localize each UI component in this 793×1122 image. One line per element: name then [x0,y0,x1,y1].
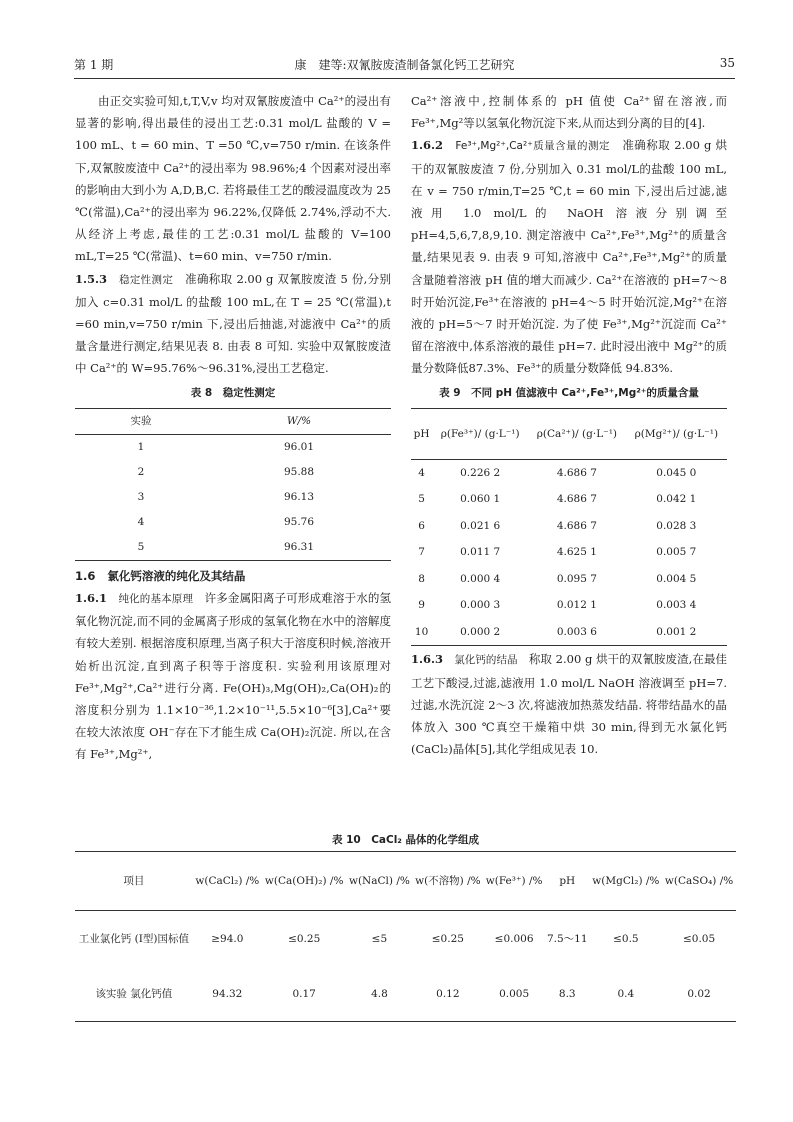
table-cell: ≥94.0 [211,932,244,945]
table-header-row [75,852,736,911]
table-cell: 0.005 [483,966,545,1022]
header-cell: w(不溶物) /% [412,852,483,911]
section-title: Fe³⁺,Mg²⁺,Ca²⁺质量含量的测定 [455,140,610,153]
table-row [411,513,727,540]
section-number: 1.5.3 [75,271,108,286]
section-text: 准确称取 2.00 g 双氰胺废渣 5 份,分别加入 c=0.31 mol/L 的盐酸 100 mL,在 T = 25 ℃(常温),t =60 min,v=750 r/min 下,浸出后抽滤,对滤液中 Ca²⁺的质量含量进行测定,结果见表 8. 由表 8 可知. 实验中双氰胺废渣中 Ca²⁺的 W=95.76%～96.31%,浸出工艺稳定. [75,271,392,376]
table-cell: 10 [411,619,432,646]
section-title: 氯化钙溶液的纯化及其结晶 [107,568,246,583]
table-header-row [411,408,727,459]
table-cell: 0.17 [262,966,346,1022]
left-column [75,90,391,766]
section-1-6-1 [75,587,391,766]
section-number: 1.6.3 [411,652,444,667]
table-cell: 0.12 [412,966,483,1022]
table-cell: 0.003 4 [656,599,697,612]
section-text: 称取 2.00 g 烘干的双氰胺废渣,在最佳工艺下酸浸,过滤,滤液用 1.0 mol/L NaOH 溶液调至 pH=7. 过滤,水洗沉淀 2～3 次,将滤液加热蒸发结晶. 将带结晶水的晶体放入 300 ℃真空干燥箱中烘 30 min,得到无水氯化钙(CaCl₂)晶体[5],其化学组成见表 10. [411,652,728,757]
table-cell: 2 [137,466,145,479]
header-cell: w(CaSO₄) /% [662,852,736,911]
right-column [411,90,727,760]
table-cell: 95.76 [283,516,315,529]
section-title: 稳定性测定 [118,273,174,286]
table-8-caption: 表 8 稳定性测定 [190,386,276,399]
page-number: 35 [719,56,735,70]
table-row [75,434,391,460]
table-cell: ≤0.006 [494,932,534,945]
table-cell: 0.042 1 [656,493,697,506]
table-cell: 0.028 3 [656,519,697,532]
table-10 [75,851,736,1022]
section-text: 准确称取 2.00 g 烘干的双氰胺废渣 7 份,分别加入 0.31 mol/L的盐酸 100 mL,在 v = 750 r/min,T=25 ℃,t = 60 min 下,浸出后过滤,滤液用 1.0 mol/L的 NaOH 溶液分别调至 pH=4,5,6,7,8,9,10. 测定溶液中 Ca²⁺,Fe³⁺,Mg²⁺的质量含量,结果见表 9. 由表 9 可知,溶液中 Ca²⁺,Fe³⁺,Mg²⁺的质量含量随着溶液 pH 值的增大而减少. Ca²⁺在溶液的 pH=7～8 时开始沉淀,Fe³⁺在溶液的 pH=4～5 时开始沉淀,Mg²⁺在溶液的 pH=5～7 时开始沉淀. 为了使 Fe³⁺,Mg²⁺沉淀而 Ca²⁺留在溶液中,体系溶液的最佳 pH=7. 此时浸出液中 Mg²⁺的质量分数降低87.3%、Fe³⁺的质量分数降低 94.83%. [411,138,728,376]
table-row [411,539,727,566]
table-cell: 该实验 氯化钙值 [75,966,193,1022]
table-cell: 4.8 [346,966,412,1022]
table-cell: 0.011 7 [460,546,501,559]
table-cell: 5 [75,535,207,561]
section-number: 1.6.2 [411,138,444,153]
header-cell: W/% [207,408,391,434]
table-cell: 8 [418,572,425,585]
table-row [75,485,391,510]
table-cell: 0.012 1 [556,599,597,612]
table-row [411,486,727,513]
table-10-caption: 表 10 CaCl₂ 晶体的化学组成 [331,834,480,846]
table-cell: 0.005 7 [656,546,697,559]
section-title: 纯化的基本原理 [118,593,194,606]
table-cell: ≤0.05 [682,932,716,945]
table-cell: 0.095 7 [556,572,597,585]
header-cell: pH [545,852,590,911]
section-1-6-2 [411,134,727,379]
table-cell: 4.686 7 [556,493,597,506]
table-cell: 0.045 0 [656,466,697,479]
table-cell: 4 [418,466,425,479]
paragraph-continued: Ca²⁺溶液中,控制体系的 pH 值使 Ca²⁺留在溶液,而 Fe³⁺,Mg²等以氢氧化物沉淀下来,从而达到分离的目的[4]. [411,94,727,131]
table-9 [411,408,727,647]
table-cell: 95.88 [283,466,315,479]
section-text: 许多金属阳离子可形成难溶于水的氢氧化物沉淀,而不同的金属离子形成的氢氧化物在水中的溶解度有较大差别. 根据溶度积原理,当离子积大于溶度积时候,溶液开始析出沉淀,直到离子积等于溶度积. 实验利用该原理对 Fe³⁺,Mg²⁺,Ca²⁺进行分离. Fe(OH)₃,Mg(OH)₂,Ca(OH)₂的溶度积分别为 1.1×10⁻³⁶,1.2×10⁻¹¹,5.5×10⁻⁶[3],Ca²⁺要在较大浓浓度 OH⁻存在下才能生成 Ca(OH)₂沉淀. 所以,在含有 Fe³⁺,Mg²⁺, [75,591,392,762]
table-row [75,535,391,561]
table-9-caption: 表 9 不同 pH 值滤液中 Ca²⁺,Fe³⁺,Mg²⁺的质量含量 [439,386,699,399]
table-cell: 0.001 2 [626,619,727,646]
header-cell: w(Ca(OH)₂) /% [262,852,346,911]
table-row [411,619,727,646]
section-number: 1.6 [75,568,96,583]
table-cell: 96.13 [283,491,315,504]
section-1-6-3 [411,648,727,760]
section-1-6 [75,565,391,587]
table-cell: 8.3 [545,966,590,1022]
table-cell: 4 [137,516,145,529]
header-cell: pH [411,408,432,459]
table-cell: 94.32 [193,966,262,1022]
header-cell: 项目 [75,852,193,911]
header-cell: w(MgCl₂) /% [590,852,663,911]
table-cell: 0.4 [590,966,663,1022]
table-cell: 3 [137,491,145,504]
table-cell: 6 [418,519,425,532]
table-cell: 0.004 5 [656,572,697,585]
table-cell: ≤5 [371,932,388,945]
table-cell: 7.5～11 [546,932,588,945]
table-cell: 7 [418,546,425,559]
header-cell: ρ(Fe³⁺)/ (g·L⁻¹) [432,408,528,459]
table-cell: 0.226 2 [460,466,501,479]
table-8 [75,408,391,561]
table-cell: 0.003 6 [528,619,626,646]
table-row [75,966,736,1022]
section-title: 氯化钙的结晶 [454,654,518,667]
table-row [411,566,727,593]
table-cell: 0.000 4 [460,572,501,585]
table-header-row [75,408,391,434]
table-cell: 4.686 7 [556,466,597,479]
header-cell: w(NaCl) /% [346,852,412,911]
table-cell: 0.021 6 [460,519,501,532]
table-row [75,911,736,967]
table-10-block [75,830,736,1022]
header-cell: w(CaCl₂) /% [193,852,262,911]
paragraph-orthogonal-result: 由正交实验可知,t,T,V,v 均对双氰胺废渣中 Ca²⁺的浸出有显著的影响,得出最佳的浸出工艺:0.31 mol/L 盐酸的 V = 100 mL、t = 60 min、T =50 ℃,v=750 r/min. 在该条件下,双氰胺废渣中 Ca²⁺的浸出率为 98.96%;4 个因素对浸出率的影响由大到小为 A,D,B,C. 若将最佳工艺的酸浸温度改为 25 ℃(常温),Ca²⁺的浸出率为 96.22%,仅降低 2.74%,浮动不大. 从经济上考虑,最佳的工艺:0.31 mol/L 盐酸的 V=100 mL,T=25 ℃(常温)、t=60 min、v=750 r/min. [75,94,391,264]
table-cell: 0.060 1 [460,493,501,506]
header-cell: ρ(Mg²⁺)/ (g·L⁻¹) [626,408,727,459]
table-cell: ≤0.25 [431,932,464,945]
section-1-5-3 [75,268,391,380]
running-title: 康 建等:双氰胺废渣制备氯化钙工艺研究 [294,58,515,72]
table-cell: 9 [418,599,425,612]
table-cell: 96.01 [283,441,315,454]
running-header [74,56,735,79]
table-cell: 工业氯化钙 (Ⅰ型)国标值 [78,932,189,945]
table-cell: ≤0.25 [288,932,321,945]
table-cell: 4.686 7 [556,519,597,532]
table-row [75,510,391,535]
section-number: 1.6.1 [75,591,108,606]
table-cell: 96.31 [207,535,391,561]
table-cell: ≤0.5 [613,932,639,945]
table-row [75,460,391,485]
table-row [411,592,727,619]
issue-number: 第 1 期 [74,58,114,72]
table-cell: 1 [137,441,145,454]
table-row [411,459,727,486]
header-cell: 实验 [75,408,207,434]
table-cell: 0.000 3 [460,599,501,612]
header-cell: ρ(Ca²⁺)/ (g·L⁻¹) [528,408,626,459]
header-cell: w(Fe³⁺) /% [483,852,545,911]
table-cell: 4.625 1 [556,546,597,559]
table-cell: 0.02 [662,966,736,1022]
table-cell: 0.000 2 [432,619,528,646]
table-cell: 5 [418,493,425,506]
